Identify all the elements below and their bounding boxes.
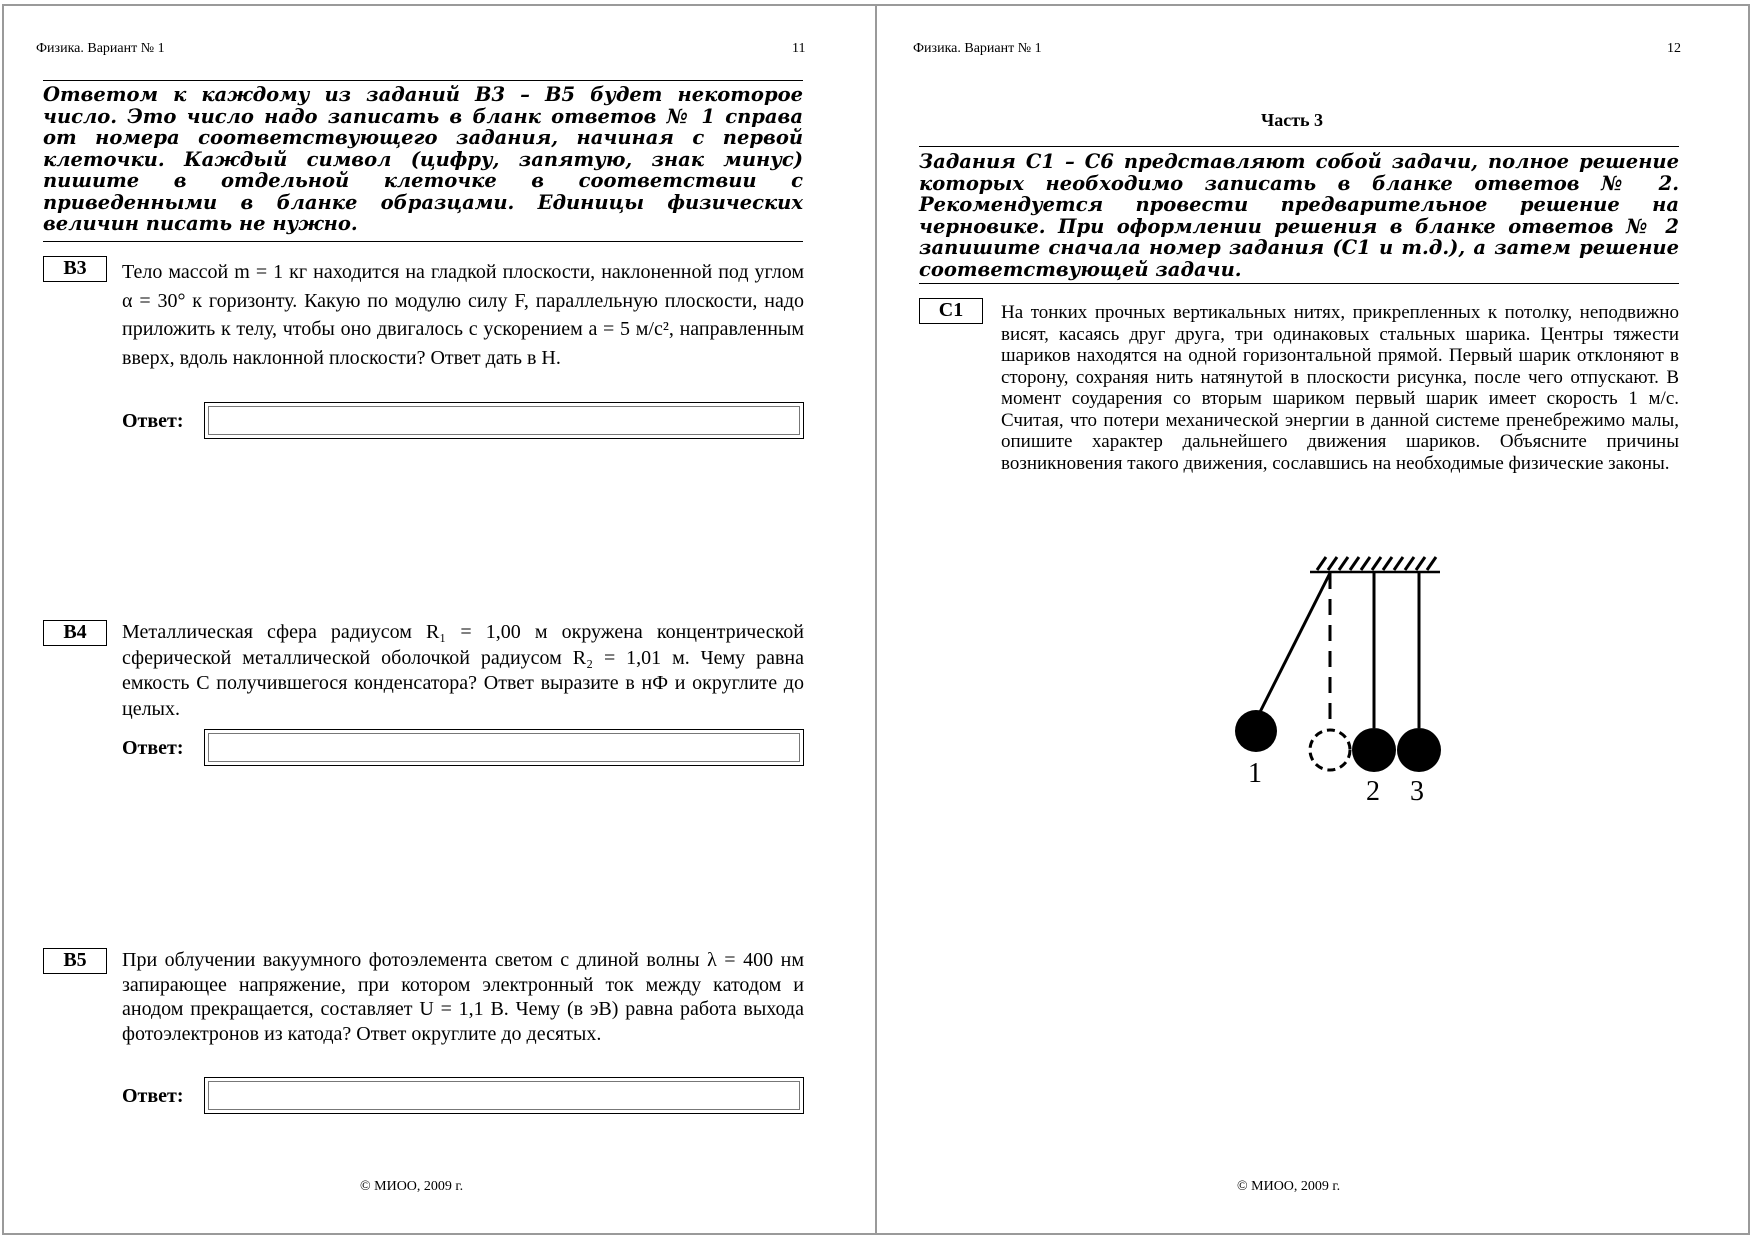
ball-3 — [1397, 728, 1441, 772]
thread-1 — [1258, 573, 1330, 716]
task-text: Металлическая сфера радиусом R₁ = 1,00 м окружена концентрической сферической металлической оболочкой радиусом R₂ = 1,01 м. Чему равна емкость С получившегося конденсатора? Ответ выразите в нФ и округлите до целых. — [122, 621, 804, 720]
intro-bottom-rule — [43, 241, 803, 242]
page-number: 12 — [1667, 41, 1681, 56]
instructions-text: Задания С1 – С6 представляют собой задачи, полное решение которых необходимо записать в бланке ответов № 2. Рекомендуется провести предварительное решение на черновике. При оформлении решения в бланке ответов № 2 запишите сначала номер задания (С1 и т.д.), а затем решение соответствующей задачи. — [919, 150, 1679, 281]
part-title: Часть 3 — [1261, 110, 1324, 130]
intro-top-rule — [43, 80, 803, 81]
instructions-text: Ответом к каждому из заданий В3 – В5 будет некоторое число. Это число надо записать в бланк ответов № 1 справа от номера соответствующего задания, начиная с первой клеточки. Каждый символ (цифру, запятую, знак минус) пишите в отдельной клеточке в соответствии с приведенными в бланке образцами. Единицы физических величин писать не нужно. — [43, 83, 803, 235]
answer-field[interactable] — [204, 729, 804, 766]
footer: © МИОО, 2009 г. — [360, 1179, 464, 1194]
footer: © МИОО, 2009 г. — [1237, 1179, 1341, 1194]
header-title: Физика. Вариант № 1 — [913, 41, 1042, 56]
ball-1-original-position — [1310, 730, 1350, 770]
task-label: С1 — [919, 298, 983, 324]
task-label: В3 — [43, 256, 107, 282]
ball-1 — [1235, 710, 1277, 752]
answer-label: Ответ: — [122, 1085, 184, 1107]
header-title: Физика. Вариант № 1 — [36, 41, 165, 56]
task-text: Тело массой m = 1 кг находится на гладкой плоскости, наклоненной под углом α = 30° к горизонту. Какую по модулю силу F, параллельную плоскости, надо приложить к телу, чтобы оно двигалось с ускорением a = 5 м/с², направленным вверх, вдоль наклонной плоскости? Ответ дать в Н. — [122, 261, 804, 369]
left-page — [0, 4, 875, 1235]
task-text: На тонких прочных вертикальных нитях, прикрепленных к потолку, неподвижно висят, касаясь друг друга, три одинаковых стальных шарика. Центры тяжести шариков находятся на одной горизонтальной прямой. Первый шарик отклоняют в сторону, сохраняя нить натянутой в плоскости рисунка, после чего отпускают. В момент соударения со вторым шариком первый шарик имеет скорость 1 м/с. Считая, что потери механической энергии в данной системе пренебрежимо малы, опишите характер дальнейшего движения шариков. Объясните причины возникновения такого движения, сославшись на необходимые физические законы. — [1001, 302, 1679, 474]
answer-field[interactable] — [204, 402, 804, 439]
task-label: В4 — [43, 620, 107, 646]
ball-1-label: 1 — [1248, 758, 1262, 789]
task-text: При облучении вакуумного фотоэлемента светом с длиной волны λ = 400 нм запирающее напряжение, при котором электронный ток между катодом и анодом прекращается, составляет U = 1,1 В. Чему (в эВ) равна работа выхода фотоэлектронов из катода? Ответ округлите до десятых. — [122, 949, 804, 1045]
right-page — [877, 4, 1750, 1235]
ceiling-hatching — [1317, 557, 1436, 570]
answer-label: Ответ: — [122, 410, 184, 432]
ball-2 — [1352, 728, 1396, 772]
answer-field[interactable] — [204, 1077, 804, 1114]
pendulum-figure — [877, 4, 1750, 1235]
ball-2-label: 2 — [1366, 776, 1380, 807]
page-number: 11 — [792, 41, 806, 56]
ball-3-label: 3 — [1410, 776, 1424, 807]
task-label: В5 — [43, 948, 107, 974]
answer-label: Ответ: — [122, 737, 184, 759]
